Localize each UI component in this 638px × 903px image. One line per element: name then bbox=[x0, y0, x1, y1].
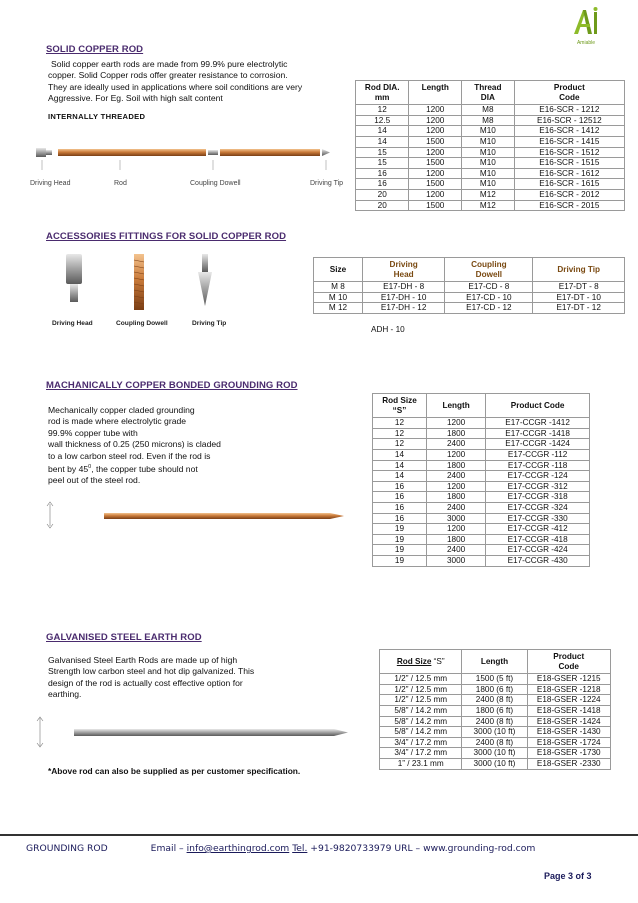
cell: E17-DT - 12 bbox=[533, 303, 625, 314]
cell: 16 bbox=[356, 179, 409, 190]
cell: E17-CCGR -1418 bbox=[486, 428, 590, 439]
table-row bbox=[380, 695, 611, 706]
cell: 19 bbox=[373, 524, 427, 535]
desc-line: wall thickness of 0.25 (250 microns) is claded bbox=[48, 439, 221, 450]
table-row bbox=[356, 147, 625, 158]
hdr-line: Code bbox=[559, 92, 580, 102]
cell: M8 bbox=[462, 105, 515, 116]
cell: 14 bbox=[356, 126, 409, 137]
desc-line: Galvanised Steel Earth Rods are made up of high bbox=[48, 655, 238, 665]
bonded-rod-illustration bbox=[44, 500, 354, 530]
cell: E17-CCGR -118 bbox=[486, 460, 590, 471]
cell: 15 bbox=[356, 147, 409, 158]
solid-rod-illustration bbox=[30, 140, 345, 192]
table-row bbox=[380, 705, 611, 716]
cell: E17-CD - 8 bbox=[445, 282, 533, 293]
table-row bbox=[356, 105, 625, 116]
cell: 1200 bbox=[409, 105, 462, 116]
cell: 3000 bbox=[426, 555, 485, 566]
cell: 3/4” / 17.2 mm bbox=[380, 748, 462, 759]
cell: E17-CCGR -430 bbox=[486, 555, 590, 566]
cell: E17-DT - 10 bbox=[533, 292, 625, 303]
col-header bbox=[462, 81, 515, 105]
footer-tel: +91-9820733979 bbox=[310, 843, 392, 854]
cell: 16 bbox=[373, 502, 427, 513]
cell: M10 bbox=[462, 147, 515, 158]
table-row bbox=[356, 189, 625, 200]
cell: 1500 bbox=[409, 158, 462, 169]
hdr-line: “S” bbox=[433, 656, 445, 666]
cell: 1800 (6 ft) bbox=[462, 705, 527, 716]
desc-line: They are ideally used in applications where soil conditions are very bbox=[48, 81, 303, 92]
cell: 12 bbox=[356, 105, 409, 116]
cell: 15 bbox=[356, 158, 409, 169]
cell: M 12 bbox=[314, 303, 363, 314]
cell: 1800 bbox=[426, 428, 485, 439]
table-row bbox=[356, 126, 625, 137]
hdr-line: Driving bbox=[389, 260, 418, 269]
cell: M12 bbox=[462, 189, 515, 200]
table-row bbox=[356, 179, 625, 190]
acc-label-driving-head: Driving Head bbox=[52, 320, 93, 327]
cell: 16 bbox=[373, 492, 427, 503]
degree-sup: 0 bbox=[88, 464, 92, 471]
col-header bbox=[380, 650, 462, 674]
col-header bbox=[486, 394, 590, 418]
table-header-row bbox=[314, 258, 625, 282]
cell: E17-CCGR -330 bbox=[486, 513, 590, 524]
cell: 2400 bbox=[426, 471, 485, 482]
cell: E16-SCR - 1515 bbox=[514, 158, 624, 169]
cell: 19 bbox=[373, 534, 427, 545]
table-row bbox=[373, 545, 590, 556]
cell: 1200 bbox=[409, 189, 462, 200]
table-row bbox=[314, 292, 625, 303]
desc-line bbox=[48, 462, 278, 475]
cell: 5/8” / 14.2 mm bbox=[380, 727, 462, 738]
hdr-line: Head bbox=[393, 269, 414, 279]
label-rod: Rod bbox=[114, 180, 127, 187]
col-header bbox=[314, 258, 363, 282]
hdr-line: Rod DIA. bbox=[364, 83, 400, 92]
galvanised-rod-illustration bbox=[34, 714, 354, 750]
table-row bbox=[314, 303, 625, 314]
footer-email-label: Email – bbox=[150, 843, 187, 854]
galvanised-rod-title: GALVANISED STEEL EARTH ROD bbox=[46, 632, 202, 643]
cell: 1” / 23.1 mm bbox=[380, 758, 462, 769]
accessories-table bbox=[313, 257, 625, 314]
cell: E17-CCGR -1412 bbox=[486, 418, 590, 429]
desc-line: copper. Solid Copper rods offer greater resistance to corrosion. bbox=[48, 70, 288, 81]
hdr-line: Product bbox=[553, 83, 585, 92]
cell: E16-SCR - 1612 bbox=[514, 168, 624, 179]
table-row bbox=[373, 555, 590, 566]
cell: 2400 bbox=[426, 545, 485, 556]
label-coupling-dowell: Coupling Dowell bbox=[190, 180, 241, 187]
cell: 5/8” / 14.2 mm bbox=[380, 705, 462, 716]
footer-email-link[interactable]: info@earthingrod.com bbox=[186, 843, 290, 854]
cell: E17-DH - 12 bbox=[362, 303, 444, 314]
col-header bbox=[373, 394, 427, 418]
cell: E17-CCGR -1424 bbox=[486, 439, 590, 450]
cell: E18-GSER -1724 bbox=[527, 737, 610, 748]
col-header bbox=[533, 258, 625, 282]
cell: E16-SCR - 1212 bbox=[514, 105, 624, 116]
col-header bbox=[362, 258, 444, 282]
cell: 12 bbox=[373, 428, 427, 439]
cell: E17-CCGR -318 bbox=[486, 492, 590, 503]
solid-copper-table bbox=[355, 80, 625, 211]
galvanised-rod-drawing bbox=[34, 714, 354, 750]
table-header-row bbox=[356, 81, 625, 105]
table-header-row bbox=[380, 650, 611, 674]
col-header bbox=[426, 394, 485, 418]
cell: E18-GSER -1424 bbox=[527, 716, 610, 727]
cell: 12.5 bbox=[356, 115, 409, 126]
cell: 2400 (8 ft) bbox=[462, 716, 527, 727]
cell: E18-GSER -1430 bbox=[527, 727, 610, 738]
cell: E16-SCR - 2012 bbox=[514, 189, 624, 200]
cell: 1800 bbox=[426, 492, 485, 503]
cell: E17-CCGR -324 bbox=[486, 502, 590, 513]
col-header bbox=[527, 650, 610, 674]
hdr-line: Thread bbox=[474, 83, 502, 92]
desc-line: design of the rod is actually cost effective option for bbox=[48, 677, 243, 688]
cell: E17-CD - 10 bbox=[445, 292, 533, 303]
footer-tel-label: Tel. bbox=[292, 843, 308, 854]
cell: 19 bbox=[373, 555, 427, 566]
cell: M 8 bbox=[314, 282, 363, 293]
table-row bbox=[373, 418, 590, 429]
cell: 12 bbox=[373, 418, 427, 429]
hdr-line: Rod Size bbox=[382, 396, 417, 405]
cell: 1200 bbox=[409, 147, 462, 158]
accessories-title: ACCESSORIES FITTINGS FOR SOLID COPPER ROD bbox=[46, 231, 287, 242]
desc-line: Solid copper earth rods are made from 99.9% pure electrolytic bbox=[51, 59, 288, 69]
table-row bbox=[373, 460, 590, 471]
table-row bbox=[373, 481, 590, 492]
cell: 14 bbox=[373, 449, 427, 460]
cell: E18-GSER -1218 bbox=[527, 684, 610, 695]
desc-line: rod is made where electrolytic grade bbox=[48, 416, 187, 427]
cell: 2400 (8 ft) bbox=[462, 695, 527, 706]
cell: E16-SCR - 12512 bbox=[514, 115, 624, 126]
table-row bbox=[373, 428, 590, 439]
cell: 14 bbox=[373, 460, 427, 471]
cell: M10 bbox=[462, 179, 515, 190]
cell: 16 bbox=[373, 481, 427, 492]
desc-line: 99.9% copper tube with bbox=[48, 427, 138, 438]
cell: 5/8” / 14.2 mm bbox=[380, 716, 462, 727]
table-row bbox=[373, 534, 590, 545]
cell: 12 bbox=[373, 439, 427, 450]
cell: M 10 bbox=[314, 292, 363, 303]
cell: 20 bbox=[356, 200, 409, 211]
cell: 1/2” / 12.5 mm bbox=[380, 684, 462, 695]
internally-threaded-subhead: INTERNALLY THREADED bbox=[48, 112, 146, 121]
cell: E17-DH - 10 bbox=[362, 292, 444, 303]
cell: 2400 bbox=[426, 502, 485, 513]
rod-size-header: Rod Size bbox=[396, 656, 432, 666]
cell: E18-GSER -2330 bbox=[527, 758, 610, 769]
table-row bbox=[380, 727, 611, 738]
cell: 1200 bbox=[426, 481, 485, 492]
cell: M10 bbox=[462, 136, 515, 147]
cell: 16 bbox=[373, 513, 427, 524]
cell: M10 bbox=[462, 126, 515, 137]
bonded-rod-drawing bbox=[44, 500, 354, 530]
cell: E17-CCGR -418 bbox=[486, 534, 590, 545]
cell: E17-CCGR -124 bbox=[486, 471, 590, 482]
hdr-line: Product Code bbox=[510, 400, 565, 410]
acc-label-driving-tip: Driving Tip bbox=[192, 320, 227, 327]
cell: 1200 bbox=[426, 524, 485, 535]
cell: 14 bbox=[373, 471, 427, 482]
hdr-line: mm bbox=[374, 92, 390, 102]
accessories-drawing bbox=[52, 250, 242, 320]
cell: M8 bbox=[462, 115, 515, 126]
cell: 16 bbox=[356, 168, 409, 179]
cell: 19 bbox=[373, 545, 427, 556]
hdr-line: DIA bbox=[480, 92, 495, 102]
hdr-line: Length bbox=[421, 83, 449, 92]
table-row bbox=[380, 684, 611, 695]
bonded-rod-description bbox=[48, 405, 278, 487]
galvanised-rod-table bbox=[379, 649, 611, 770]
cell: 1200 bbox=[426, 449, 485, 460]
bent-text: , the copper tube should not bbox=[91, 463, 198, 474]
cell: 3/4” / 17.2 mm bbox=[380, 737, 462, 748]
table-header-row bbox=[373, 394, 590, 418]
table-row bbox=[356, 158, 625, 169]
cell: E17-DT - 8 bbox=[533, 282, 625, 293]
customer-spec-note: *Above rod can also be supplied as per customer specification. bbox=[48, 766, 301, 776]
cell: 20 bbox=[356, 189, 409, 200]
cell: E18-GSER -1418 bbox=[527, 705, 610, 716]
cell: 2400 (8 ft) bbox=[462, 737, 527, 748]
table-row bbox=[380, 674, 611, 685]
logo-caption: Amiable bbox=[576, 40, 596, 46]
table-row bbox=[373, 449, 590, 460]
cell: M12 bbox=[462, 200, 515, 211]
hdr-line: Coupling bbox=[471, 260, 507, 269]
footer-url-link[interactable]: www.grounding-rod.com bbox=[423, 843, 536, 854]
cell: 3000 (10 ft) bbox=[462, 748, 527, 759]
cell: E16-SCR - 1415 bbox=[514, 136, 624, 147]
desc-line: Strength low carbon steel and hot dip galvanized. This bbox=[48, 666, 255, 677]
table-row bbox=[380, 737, 611, 748]
cell: 1/2” / 12.5 mm bbox=[380, 674, 462, 685]
cell: 1200 bbox=[426, 418, 485, 429]
table-row bbox=[380, 716, 611, 727]
company-logo bbox=[566, 4, 606, 48]
bonded-rod-title: MACHANICALLY COPPER BONDED GROUNDING ROD bbox=[46, 380, 298, 391]
cell: 1500 bbox=[409, 136, 462, 147]
table-row bbox=[373, 492, 590, 503]
desc-line: earthing. bbox=[48, 689, 82, 700]
solid-copper-description bbox=[48, 59, 348, 105]
cell: E18-GSER -1730 bbox=[527, 748, 610, 759]
cell: 1200 bbox=[409, 168, 462, 179]
cell: 1500 (5 ft) bbox=[462, 674, 527, 685]
hdr-line: Driving Tip bbox=[557, 264, 600, 274]
hdr-line: Length bbox=[442, 400, 470, 410]
cell: E18-GSER -1224 bbox=[527, 695, 610, 706]
col-header bbox=[409, 81, 462, 105]
desc-line: Mechanically copper claded grounding bbox=[48, 405, 195, 415]
col-header bbox=[356, 81, 409, 105]
table-row bbox=[356, 168, 625, 179]
cell: 1200 bbox=[409, 126, 462, 137]
table-row bbox=[380, 758, 611, 769]
hdr-line: Length bbox=[480, 656, 509, 666]
col-header bbox=[445, 258, 533, 282]
cell: 1800 bbox=[426, 534, 485, 545]
hdr-line: Product bbox=[553, 652, 585, 661]
bonded-rod-table bbox=[372, 393, 590, 567]
accessories-illustration bbox=[52, 250, 242, 330]
footer-bar bbox=[26, 843, 626, 854]
cell: E16-SCR - 1512 bbox=[514, 147, 624, 158]
cell: E16-SCR - 1412 bbox=[514, 126, 624, 137]
cell: E17-CCGR -412 bbox=[486, 524, 590, 535]
galvanised-rod-description bbox=[48, 655, 298, 701]
desc-line: Aggressive. For Eg. Soil with high salt content bbox=[48, 93, 223, 104]
hdr-line: Code bbox=[558, 661, 579, 671]
col-header bbox=[462, 650, 527, 674]
table-row bbox=[373, 513, 590, 524]
page-number: Page 3 of 3 bbox=[544, 871, 592, 881]
table-row bbox=[356, 136, 625, 147]
label-driving-tip: Driving Tip bbox=[310, 180, 344, 187]
table-row bbox=[373, 439, 590, 450]
footer-product: GROUNDING ROD bbox=[26, 843, 108, 854]
cell: M10 bbox=[462, 168, 515, 179]
solid-copper-title: SOLID COPPER ROD bbox=[46, 44, 144, 55]
cell: E17-CCGR -312 bbox=[486, 481, 590, 492]
label-driving-head: Driving Head bbox=[30, 180, 71, 187]
table-row bbox=[373, 471, 590, 482]
acc-label-coupling-dowell: Coupling Dowell bbox=[116, 320, 168, 327]
cell: 1/2” / 12.5 mm bbox=[380, 695, 462, 706]
desc-line: peel out of the steel rod. bbox=[48, 475, 141, 486]
table-row bbox=[373, 502, 590, 513]
accessories-extra-code: ADH - 10 bbox=[371, 325, 405, 334]
cell: E17-CD - 12 bbox=[445, 303, 533, 314]
table-row bbox=[373, 524, 590, 535]
footer-divider bbox=[0, 834, 638, 836]
table-row bbox=[314, 282, 625, 293]
cell: E16-SCR - 2015 bbox=[514, 200, 624, 211]
cell: 1500 bbox=[409, 179, 462, 190]
cell: 3000 bbox=[426, 513, 485, 524]
cell: 14 bbox=[356, 136, 409, 147]
table-row bbox=[380, 748, 611, 759]
cell: 1800 (6 ft) bbox=[462, 684, 527, 695]
cell: 1500 bbox=[409, 200, 462, 211]
bent-text: bent by 45 bbox=[48, 463, 89, 474]
hdr-line: Dowell bbox=[475, 269, 503, 279]
desc-line: to a low carbon steel rod. Even if the rod is bbox=[48, 450, 211, 461]
cell: 3000 (10 ft) bbox=[462, 727, 527, 738]
col-header bbox=[514, 81, 624, 105]
cell: E16-SCR - 1615 bbox=[514, 179, 624, 190]
cell: E17-CCGR -112 bbox=[486, 449, 590, 460]
cell: 3000 (10 ft) bbox=[462, 758, 527, 769]
cell: 1200 bbox=[409, 115, 462, 126]
cell: E17-CCGR -424 bbox=[486, 545, 590, 556]
table-row bbox=[356, 115, 625, 126]
solid-rod-drawing bbox=[30, 140, 345, 192]
table-row bbox=[356, 200, 625, 211]
cell: 1800 bbox=[426, 460, 485, 471]
hdr-line: Size bbox=[329, 264, 347, 274]
hdr-line: “S” bbox=[392, 405, 407, 415]
cell: E18-GSER -1215 bbox=[527, 674, 610, 685]
cell: E17-DH - 8 bbox=[362, 282, 444, 293]
footer-url-label: URL – bbox=[394, 843, 424, 854]
cell: M10 bbox=[462, 158, 515, 169]
cell: 2400 bbox=[426, 439, 485, 450]
